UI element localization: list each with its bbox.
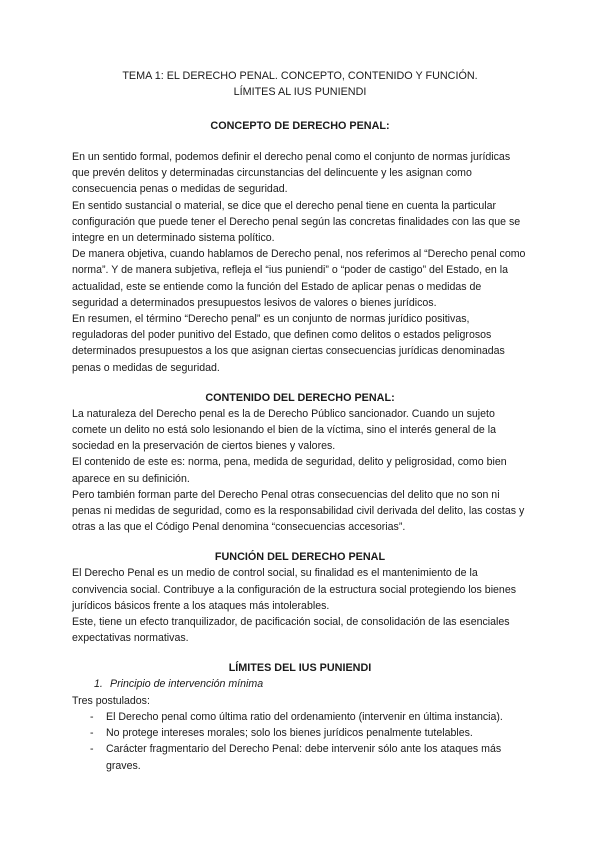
subheading-text: Principio de intervención mínima xyxy=(110,678,264,691)
list-item: - Carácter fragmentario del Derecho Penal: debe intervenir sólo ante los ataques más graves. xyxy=(90,743,502,772)
document-page xyxy=(72,68,528,774)
heading-contenido: CONTENIDO DEL DERECHO PENAL: xyxy=(205,391,395,404)
heading-concepto: CONCEPTO DE DERECHO PENAL: xyxy=(210,120,390,132)
paragraph: En un sentido formal, podemos definir el derecho penal como el conjunto de normas jurídicas que prevén delitos y determinadas circunstancias del delincuente y les asignan como consecuencia penas o medidas de seguridad. xyxy=(72,151,511,196)
subheading-intervencion-minima xyxy=(72,676,528,692)
paragraph: Este, tiene un efecto tranquilizador, de pacificación social, de consolidación de las esenciales expectativas normativas. xyxy=(72,616,510,645)
document-title-line-2: LÍMITES AL IUS PUNIENDI xyxy=(233,86,367,98)
paragraph: El Derecho Penal es un medio de control social, su finalidad es el mantenimiento de la convivencia social. Contribuye a la configuración de la estructura social protegiendo los bienes jurídicos básicos frente a los ataques más intolerables. xyxy=(72,567,517,612)
dash-bullet: - xyxy=(90,710,94,723)
paragraph: En resumen, el término “Derecho penal” es un conjunto de normas jurídico positivas, reguladoras del poder punitivo del Estado, que definen como delitos o estados peligrosos determinados presupuestos a los que asignan ciertas consecuencias jurídicas denominadas penas o medidas de seguridad. xyxy=(72,313,505,374)
list-item: - El Derecho penal como última ratio del ordenamiento (intervenir en última instancia). xyxy=(72,709,528,725)
postulates-list xyxy=(72,709,528,774)
paragraph: Pero también forman parte del Derecho Penal otras consecuencias del delito que no son ni penas ni medidas de seguridad, como es la responsabilidad civil derivada del delito, las costas y otras a las que el Código Penal denomina “consecuencias accesorias”. xyxy=(72,488,525,534)
document-title-line-1: TEMA 1: EL DERECHO PENAL. CONCEPTO, CONTENIDO Y FUNCIÓN. xyxy=(122,70,478,82)
dash-bullet: - xyxy=(90,743,94,756)
paragraph: De manera objetiva, cuando hablamos de Derecho penal, nos referimos al “Derecho penal como norma”. Y de manera subjetiva, refleja el “ius puniendi” o “poder de castigo” del Estado, en la actualidad, este se entiende como la función del Estado de aplicar penas o medidas de seguridad a determinados presupuestos lesivos de valores o bienes jurídicos. xyxy=(72,248,526,309)
dash-bullet: - xyxy=(90,727,94,740)
paragraph: El contenido de este es: norma, pena, medida de seguridad, delito y peligrosidad, como bien aparece en su definición. xyxy=(72,456,507,485)
subheading-number: 1. xyxy=(94,678,103,691)
paragraph: En sentido sustancial o material, se dice que el derecho penal tiene en cuenta la particular configuración que puede tener el Derecho penal según las concretas finalidades con las que se integre en un determinado sistema político. xyxy=(72,199,521,245)
heading-funcion: FUNCIÓN DEL DERECHO PENAL xyxy=(214,551,386,564)
paragraph: Tres postulados: xyxy=(72,694,150,707)
heading-limites: LÍMITES DEL IUS PUNIENDI xyxy=(228,662,372,675)
paragraph: La naturaleza del Derecho penal es la de Derecho Público sancionador. Cuando un sujeto comete un delito no está solo lesionando el bien de la víctima, sino el interés general de la sociedad en la preservación de ciertos bienes y valores. xyxy=(72,407,497,453)
list-item: - No protege intereses morales; solo los bienes jurídicos penalmente tutelables. xyxy=(72,725,528,741)
